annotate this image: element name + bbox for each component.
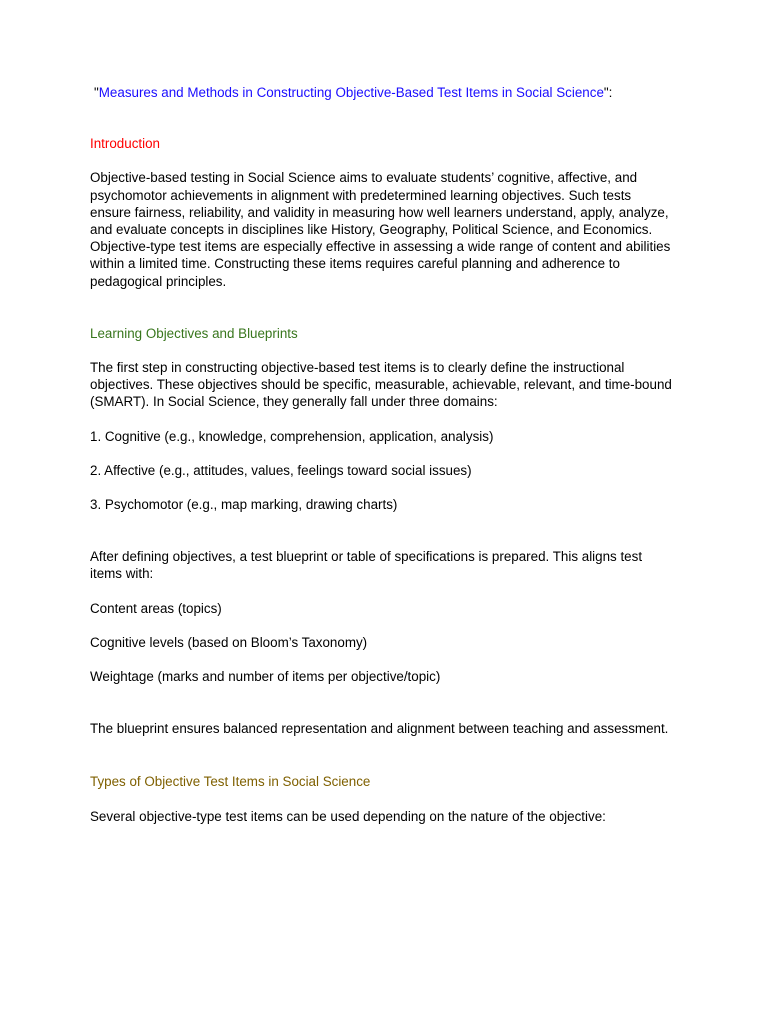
- introduction-paragraph: Objective-based testing in Social Science aims to evaluate students’ cognitive, affective, and psychomotor achievements in alignment with predetermined learning objectives. Such tests ensure fairness, reliability, and validity in measuring how well learners understand, apply, analyze, and evaluate concepts in disciplines like History, Geography, Political Science, and Economics. Objective-type test items are especially effective in assessing a wide range of content and abilities within a limited time. Constructing these items requires careful planning and adherence to pedagogical principles.: [90, 170, 671, 289]
- types-heading: Types of Objective Test Items in Social Science: [90, 774, 371, 790]
- blueprint-paragraph: After defining objectives, a test blueprint or table of specifications is prepared. This aligns test items with:: [90, 549, 643, 582]
- learning-objectives-paragraph: The first step in constructing objective-based test items is to clearly define the instructional objectives. These objectives should be specific, measurable, achievable, relevant, and time-bound (SMART). In Social Science, they generally fall under three domains:: [90, 360, 672, 410]
- domain-item-psychomotor: 3. Psychomotor (e.g., map marking, drawing charts): [90, 497, 398, 513]
- document-title: [94, 84, 675, 101]
- document-page: [90, 84, 675, 825]
- blueprint-item-cognitive-levels: Cognitive levels (based on Bloom’s Taxonomy): [90, 634, 368, 650]
- domain-item-cognitive: 1. Cognitive (e.g., knowledge, comprehension, application, analysis): [90, 428, 494, 444]
- blueprint-closing-paragraph: The blueprint ensures balanced representation and alignment between teaching and assessment.: [90, 721, 669, 737]
- blueprint-item-weightage: Weightage (marks and number of items per objective/topic): [90, 669, 441, 685]
- title-text: Measures and Methods in Constructing Objective-Based Test Items in Social Science: [98, 85, 604, 100]
- blueprint-item-content-areas: Content areas (topics): [90, 600, 222, 616]
- domain-item-affective: 2. Affective (e.g., attitudes, values, feelings toward social issues): [90, 462, 472, 478]
- title-close-quote: ":: [603, 85, 613, 100]
- learning-objectives-heading: Learning Objectives and Blueprints: [90, 325, 298, 341]
- types-paragraph: Several objective-type test items can be used depending on the nature of the objective:: [90, 808, 606, 824]
- title-open-quote: ": [94, 85, 99, 100]
- introduction-heading: Introduction: [90, 136, 160, 152]
